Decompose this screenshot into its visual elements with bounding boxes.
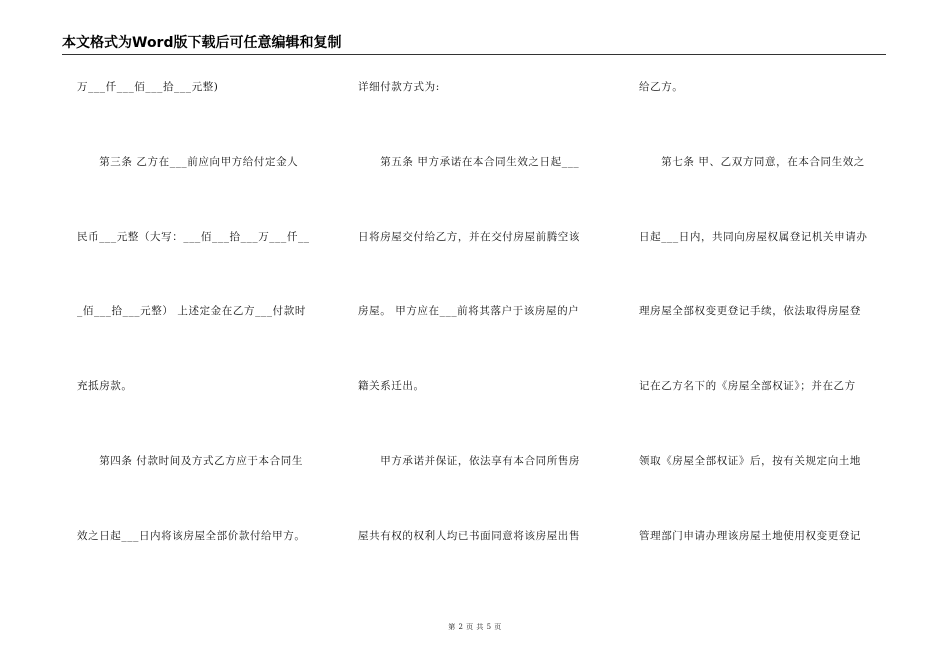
text-line: 日起___日内，共同向房屋权属登记机关申请办 [639, 231, 868, 243]
page-number: 第 2 页 共 5 页 [448, 623, 502, 631]
text-line: 第四条 付款时间及方式乙方应于本合同生 [77, 455, 303, 467]
text-line: 充抵房款。 [77, 380, 133, 392]
text-line: 记在乙方名下的《房屋全部权证》；并在乙方 [639, 380, 856, 392]
text-line: 甲方承诺并保证，依法享有本合同所售房 [358, 455, 580, 467]
text-line: 籍关系迁出。 [358, 380, 425, 392]
text-line: 详细付款方式为: [358, 81, 440, 93]
text-line: 屋共有权的权利人均已书面同意将该房屋出售 [358, 530, 580, 542]
text-line: 管理部门申请办理该房屋土地使用权变更登记 [639, 530, 861, 542]
text-line: 房屋。 甲方应在___前将其落户于该房屋的户 [358, 305, 580, 317]
text-line: _佰___拾___元整） 上述定金在乙方___付款时 [77, 305, 306, 317]
text-column-1 [77, 0, 327, 672]
text-line: 第三条 乙方在___前应向甲方给付定金人 [77, 156, 299, 168]
text-line: 万___仟___佰___拾___元整) [77, 81, 219, 93]
text-line: 民币___元整（大写：___佰___拾___万___仟__ [77, 231, 310, 243]
text-line: 理房屋全部权变更登记手续，依法取得房屋登 [639, 305, 861, 317]
text-column-3 [639, 0, 889, 672]
text-line: 领取《房屋全部权证》后，按有关规定向土地 [639, 455, 861, 467]
text-line: 第五条 甲方承诺在本合同生效之日起___ [358, 156, 580, 168]
text-line: 效之日起___日内将该房屋全部价款付给甲方。 [77, 530, 306, 542]
text-line: 给乙方。 [639, 81, 684, 93]
text-column-2 [358, 0, 608, 672]
header-title: 本文格式为Word版下载后可任意编辑和复制 [62, 35, 342, 51]
text-line: 日将房屋交付给乙方，并在交付房屋前腾空该 [358, 231, 580, 243]
text-line: 第七条 甲、乙双方同意，在本合同生效之 [639, 156, 865, 168]
